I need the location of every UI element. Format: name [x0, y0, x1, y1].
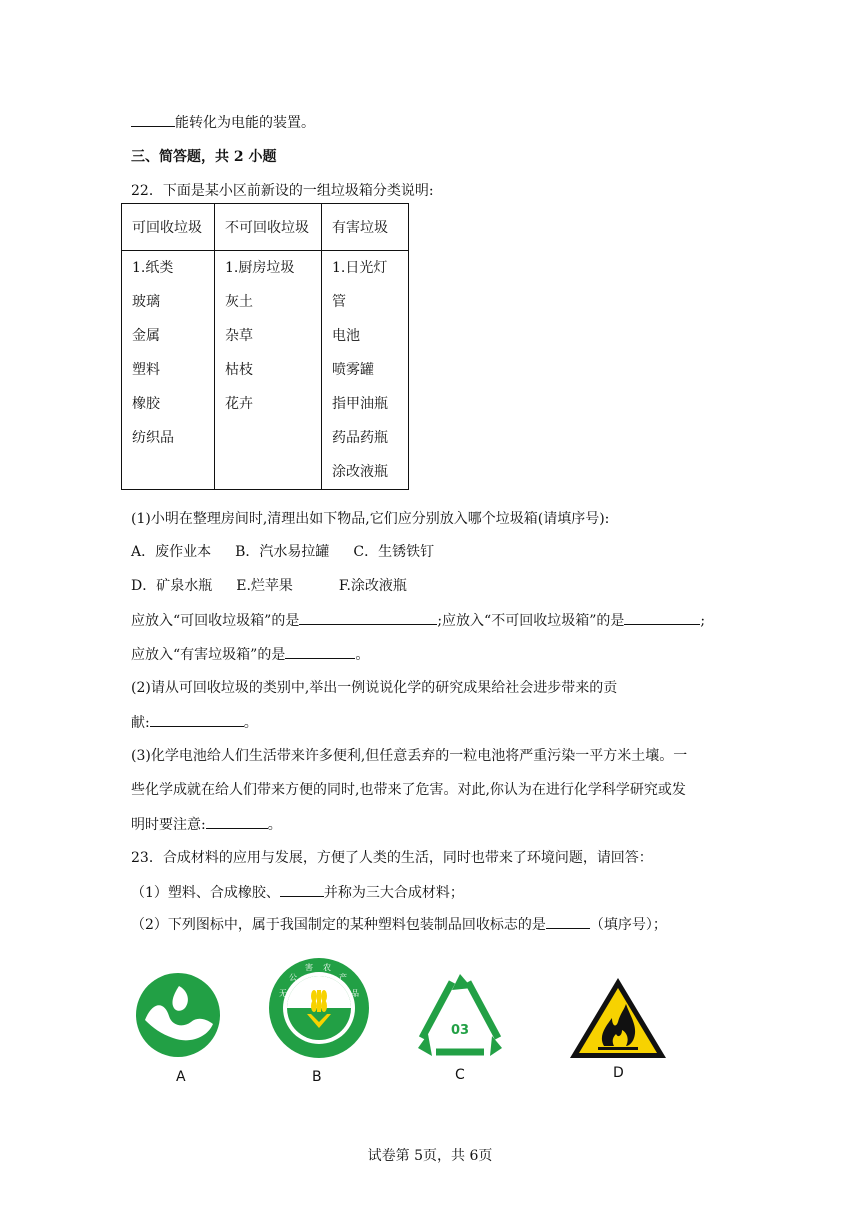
blank — [131, 112, 175, 127]
list-item: 橡胶 — [132, 396, 160, 412]
blank — [206, 814, 268, 829]
blank — [546, 914, 590, 929]
list-item: 1.日光灯管 — [332, 260, 388, 310]
list-item: 涂改液瓶 — [332, 464, 388, 480]
question-23: 23．合成材料的应用与发展，方便了人类的生活，同时也带来了环境问题，请回答： — [131, 850, 653, 866]
question-23-2: （2）下列图标中，属于我国制定的某种塑料包装制品回收标志的是 （填序号）； — [131, 914, 667, 935]
list-item: 玻璃 — [132, 294, 160, 310]
question-22-2-cont: 献: 。 — [131, 712, 258, 733]
options-row-2 — [131, 576, 407, 596]
ring-text-6: 品 — [351, 989, 359, 998]
icon-label-a: A — [176, 1069, 186, 1085]
blank — [280, 882, 324, 897]
header-non-recyclable: 不可回收垃圾 — [215, 204, 322, 251]
question-22-1: (1)小明在整理房间时,清理出如下物品,它们应分别放入哪个垃圾箱(请填序号): — [131, 511, 610, 527]
line-energy-device: 能转化为电能的装置。 — [131, 112, 315, 133]
ring-text-1: 无 — [279, 989, 287, 998]
option-b: B．汽水易拉罐 — [235, 544, 330, 560]
ring-text-4: 农 — [323, 963, 331, 972]
list-item: 1.厨房垃圾 — [225, 260, 295, 276]
blank — [624, 610, 700, 625]
recycling-03-icon — [412, 972, 508, 1060]
question-22-3: (3)化学电池给人们生活带来许多便利,但任意丢弃的一粒电池将严重污染一平方米土壤。一 — [131, 748, 688, 764]
blank — [299, 610, 437, 625]
header-hazardous: 有害垃圾 — [322, 204, 409, 251]
option-f: F.涂改液瓶 — [338, 578, 407, 594]
options-row-1 — [131, 542, 434, 562]
table-header-row — [122, 204, 409, 251]
water-saving-icon — [135, 972, 221, 1058]
waste-bin-table — [121, 203, 409, 490]
header-recyclable: 可回收垃圾 — [122, 204, 215, 251]
flammable-warning-icon — [568, 976, 668, 1060]
recycle-code: 03 — [450, 1023, 470, 1038]
list-item: 电池 — [332, 328, 360, 344]
icon-row — [0, 950, 860, 1090]
option-e: E.烂苹果 — [236, 578, 293, 594]
list-item: 塑料 — [132, 362, 160, 378]
list-item: 药品药瓶 — [332, 430, 388, 446]
icon-label-d: D — [613, 1065, 624, 1081]
blank — [285, 644, 355, 659]
list-item: 灰土 — [225, 294, 253, 310]
question-22-2: (2)请从可回收垃圾的类别中,举出一例说说化学的研究成果给社会进步带来的贡 — [131, 680, 618, 696]
recyclable-list — [122, 251, 215, 490]
option-c: C．生锈铁钉 — [353, 544, 435, 560]
list-item: 指甲油瓶 — [332, 396, 388, 412]
question-22-3-end: 明时要注意: 。 — [131, 814, 282, 835]
fill-line-1: 应放入“可回收垃圾箱”的是 ;应放入“不可回收垃圾箱”的是 ; — [131, 610, 705, 631]
list-item: 1.纸类 — [132, 260, 174, 276]
list-item: 喷雾罐 — [332, 362, 374, 378]
list-item: 花卉 — [225, 396, 253, 412]
icon-label-c: C — [455, 1067, 465, 1083]
ring-text-3: 害 — [305, 963, 313, 972]
fill-line-2: 应放入“有害垃圾箱”的是 。 — [131, 644, 369, 665]
blank — [150, 712, 244, 727]
table-body-row — [122, 251, 409, 490]
pollution-free-produce-icon — [267, 956, 371, 1060]
hazardous-list — [322, 251, 409, 490]
ring-text-5: 产 — [339, 973, 347, 982]
question-22-3-cont: 些化学成就在给人们带来方便的同时,也带来了危害。对此,你认为在进行化学科学研究或发 — [131, 782, 686, 798]
list-item: 金属 — [132, 328, 160, 344]
list-item: 枯枝 — [225, 362, 253, 378]
section-heading: 三、简答题，共 2 小题 — [131, 149, 277, 165]
option-a: A．废作业本 — [131, 544, 212, 560]
option-d: D．矿泉水瓶 — [131, 578, 213, 594]
icon-label-b: B — [312, 1069, 322, 1085]
question-23-1: （1）塑料、合成橡胶、 并称为三大合成材料； — [131, 882, 464, 903]
list-item: 杂草 — [225, 328, 253, 344]
question-22: 22．下面是某小区前新设的一组垃圾箱分类说明: — [131, 183, 434, 199]
list-item: 纺织品 — [132, 430, 174, 446]
ring-text-2: 公 — [289, 973, 297, 982]
page-footer: 试卷第 5页，共 6页 — [367, 1148, 493, 1164]
non-recyclable-list — [215, 251, 322, 490]
